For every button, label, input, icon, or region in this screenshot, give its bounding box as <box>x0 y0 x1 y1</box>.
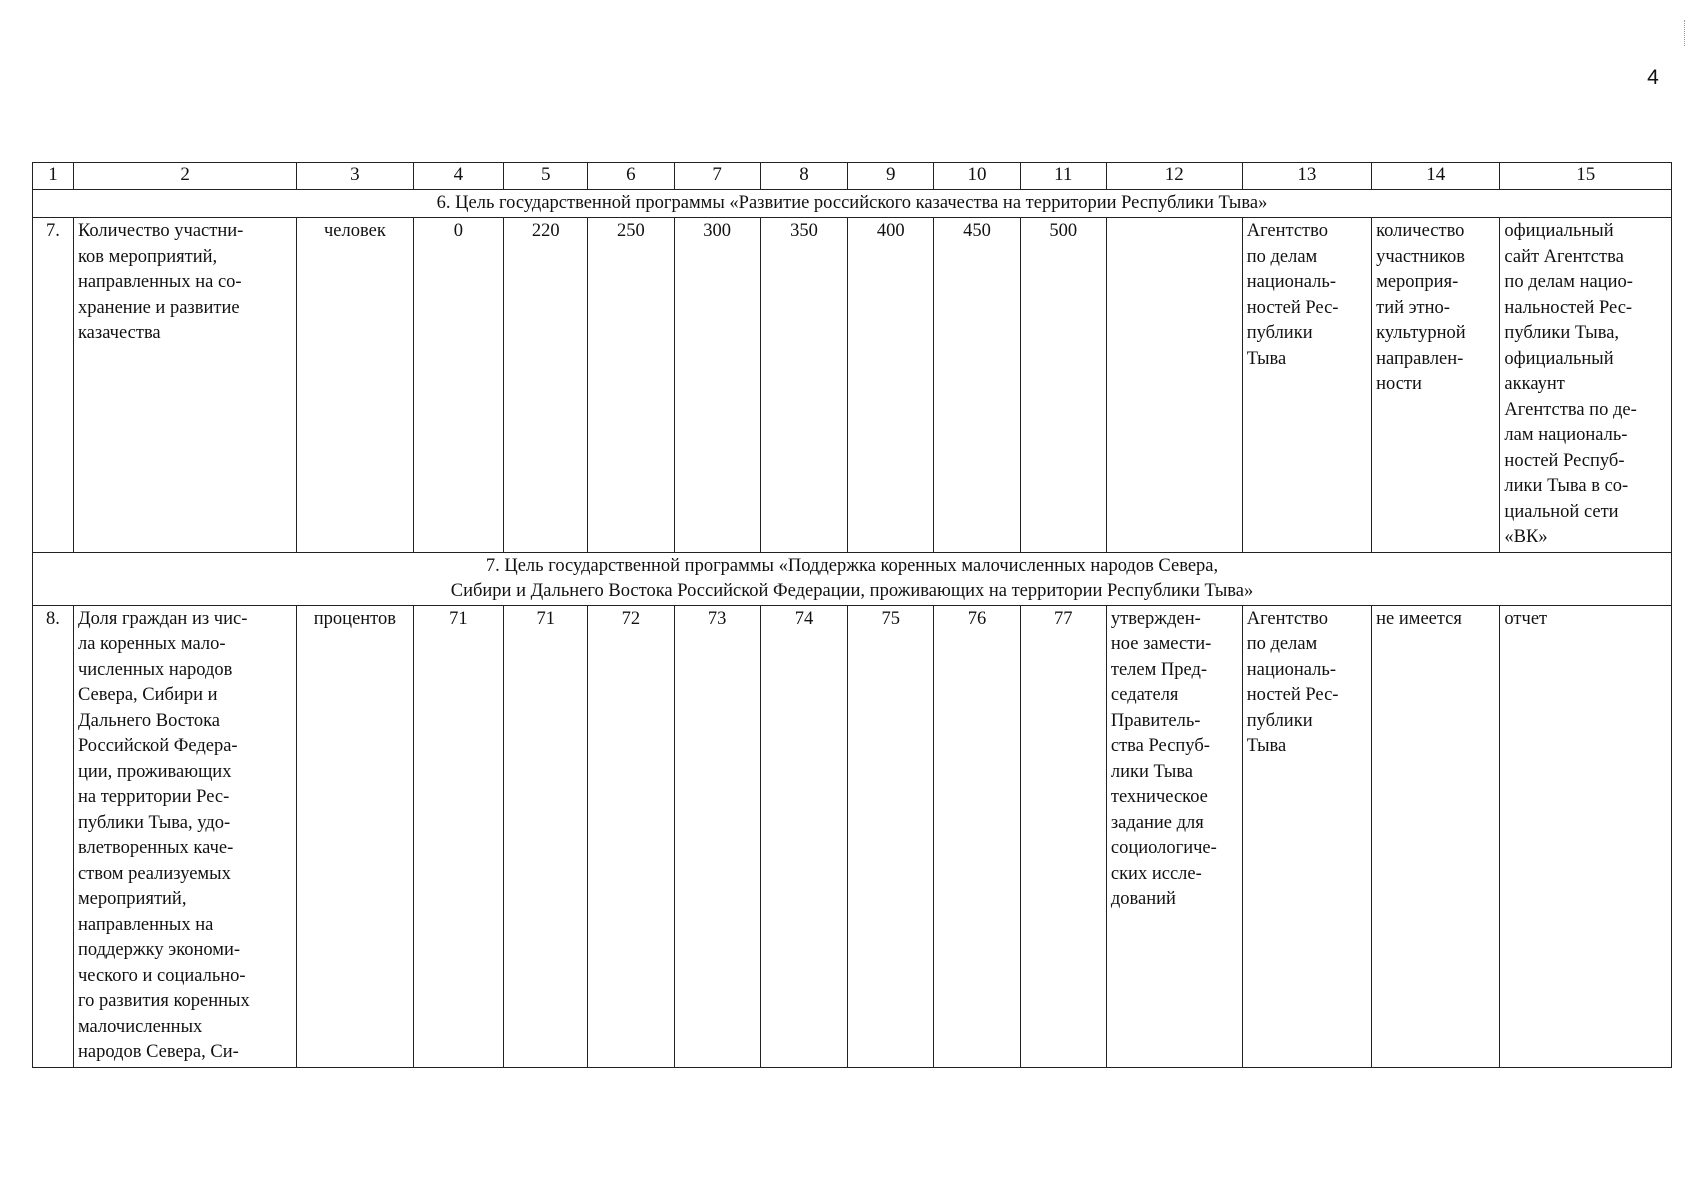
row-number: 8. <box>33 605 74 1067</box>
goal-7-title-line-2: Сибири и Дальнего Востока Российской Федерации, проживающих на территории Республики Тыва» <box>450 580 1254 601</box>
value-cell: 450 <box>934 218 1020 553</box>
goal-7-row <box>33 552 1672 605</box>
unit-of-measure: человек <box>297 218 413 553</box>
column-number: 12 <box>1106 163 1242 190</box>
data-source: отчет <box>1500 605 1672 1067</box>
indicator-name: Доля граждан из чис- ла коренных мало- численных народов Севера, Сибири и Дальнего Востока Российской Федера- ции, проживающих на территории Рес- публики Тыва, удо- влетворенных каче- ством реализуемых мероприятий, направленных на поддержку экономи- ческого и социально- го развития коренных малочисленных народов Севера, Си- <box>73 605 296 1067</box>
column-number: 3 <box>297 163 413 190</box>
value-cell: 220 <box>504 218 588 553</box>
column-number: 1 <box>33 163 74 190</box>
column-number: 10 <box>934 163 1020 190</box>
column-number: 15 <box>1500 163 1672 190</box>
value-cell: 0 <box>413 218 504 553</box>
column-number-row <box>33 163 1672 190</box>
calculation-method: количество участников мероприя- тий этно- культурной направлен- ности <box>1372 218 1500 553</box>
column-number: 6 <box>588 163 674 190</box>
value-cell: 74 <box>760 605 847 1067</box>
column-number: 5 <box>504 163 588 190</box>
value-cell: 77 <box>1020 605 1106 1067</box>
value-cell: 300 <box>674 218 760 553</box>
column-number: 2 <box>73 163 296 190</box>
row-number: 7. <box>33 218 74 553</box>
column-number: 14 <box>1372 163 1500 190</box>
indicator-name: Количество участни- ков мероприятий, направленных на со- хранение и развитие казачества <box>73 218 296 553</box>
table-row <box>33 218 1672 553</box>
value-cell: 250 <box>588 218 674 553</box>
value-cell: 500 <box>1020 218 1106 553</box>
value-cell: 400 <box>848 218 934 553</box>
column-number: 7 <box>674 163 760 190</box>
value-cell: 73 <box>674 605 760 1067</box>
table-row <box>33 605 1672 1067</box>
column-number: 9 <box>848 163 934 190</box>
calculation-method: не имеется <box>1372 605 1500 1067</box>
basis-document: утвержден- ное замести- телем Пред- седателя Правитель- ства Респуб- лики Тыва техническое задание для социологиче- ских иссле- дований <box>1106 605 1242 1067</box>
value-cell: 350 <box>760 218 847 553</box>
column-number: 4 <box>413 163 504 190</box>
page-number: 4 <box>1647 66 1659 89</box>
value-cell: 76 <box>934 605 1020 1067</box>
goal-6-title: 6. Цель государственной программы «Развитие российского казачества на территории Республики Тыва» <box>33 190 1672 218</box>
goal-7-title <box>33 552 1672 605</box>
column-number: 13 <box>1242 163 1371 190</box>
column-number: 11 <box>1020 163 1106 190</box>
basis-document <box>1106 218 1242 553</box>
responsible-agency: Агентство по делам националь- ностей Рес- публики Тыва <box>1242 605 1371 1067</box>
unit-of-measure: процентов <box>297 605 413 1067</box>
column-number: 8 <box>760 163 847 190</box>
data-source: официальный сайт Агентства по делам нацио- нальностей Рес- публики Тыва, официальный аккаунт Агентства по де- лам националь- ностей Респуб- лики Тыва в со- циальной сети «ВК» <box>1500 218 1672 553</box>
value-cell: 71 <box>504 605 588 1067</box>
scan-artifact <box>1684 20 1689 46</box>
goal-7-title-line-1: 7. Цель государственной программы «Поддержка коренных малочисленных народов Севера, <box>485 555 1219 576</box>
value-cell: 75 <box>848 605 934 1067</box>
value-cell: 72 <box>588 605 674 1067</box>
goal-6-row <box>33 190 1672 218</box>
value-cell: 71 <box>413 605 504 1067</box>
indicators-table <box>32 162 1672 1068</box>
responsible-agency: Агентство по делам националь- ностей Рес- публики Тыва <box>1242 218 1371 553</box>
